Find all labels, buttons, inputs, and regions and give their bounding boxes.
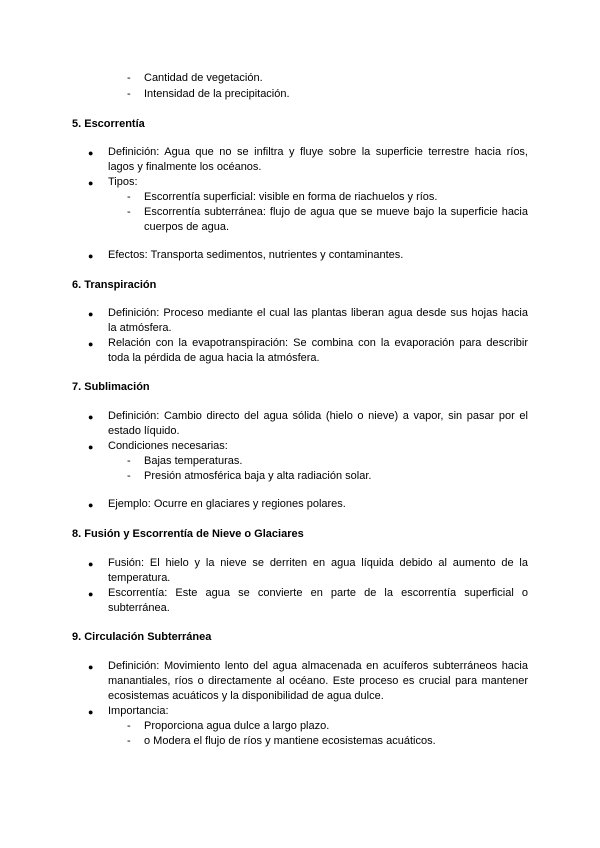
list-item: subterránea. [108,602,170,614]
list-item: Cantidad de vegetación. [144,72,263,84]
bullet-marker: ● [88,662,94,672]
bullet-marker: ● [88,589,94,599]
list-item: Proporciona agua dulce a largo plazo. [144,720,330,732]
definition-text: Definición: Proceso mediante el cual las plantas liberan agua desde sus hojas hacia [108,307,528,319]
list-item: Presión atmosférica baja y alta radiación solar. [144,470,372,482]
bullet-marker: ● [88,500,94,510]
list-item: temperatura. [108,572,171,584]
dash-marker: - [127,455,131,467]
list-label: Tipos: [108,176,138,188]
list-item: Escorrentía: Este agua se convierte en parte de la escorrentía superficial o [108,587,528,599]
list-item: Escorrentía subterránea: flujo de agua que se mueve bajo la superficie hacia [144,206,528,218]
bullet-marker: ● [88,148,94,158]
definition-text: estado líquido. [108,425,180,437]
list-item: toda la pérdida de agua hacia la atmósfera. [108,352,320,364]
section-heading: 8. Fusión y Escorrentía de Nieve o Glaciares [72,528,304,540]
list-label: Importancia: [108,705,169,717]
bullet-marker: ● [88,442,94,452]
definition-text: la atmósfera. [108,322,172,334]
list-item: Intensidad de la precipitación. [144,88,290,100]
bullet-marker: ● [88,412,94,422]
dash-marker: - [127,720,131,732]
definition-text: Definición: Cambio directo del agua sólida (hielo o nieve) a vapor, sin pasar por el [108,410,528,422]
section-heading: 7. Sublimación [72,381,150,393]
definition-text: ecosistemas acuáticos y la disponibilidad de agua dulce. [108,690,384,702]
bullet-marker: ● [88,707,94,717]
bullet-marker: ● [88,339,94,349]
list-item: Relación con la evapotranspiración: Se combina con la evaporación para describir [108,337,528,349]
dash-marker: - [127,735,131,747]
bullet-marker: ● [88,309,94,319]
definition-text: Definición: Agua que no se infiltra y fluye sobre la superficie terrestre hacia ríos, [108,146,528,158]
dash-marker: - [127,88,131,100]
section-heading: 6. Transpiración [72,279,157,291]
list-item: Efectos: Transporta sedimentos, nutrientes y contaminantes. [108,249,404,261]
bullet-marker: ● [88,178,94,188]
dash-marker: - [127,72,131,84]
list-item: cuerpos de agua. [144,221,230,233]
definition-text: lagos y finalmente los océanos. [108,161,262,173]
list-label: Condiciones necesarias: [108,440,228,452]
list-item: Ejemplo: Ocurre en glaciares y regiones polares. [108,498,346,510]
list-item: Fusión: El hielo y la nieve se derriten en agua líquida debido al aumento de la [108,557,528,569]
list-item: Bajas temperaturas. [144,455,243,467]
definition-text: Definición: Movimiento lento del agua almacenada en acuíferos subterráneos hacia [108,660,528,672]
list-item: Escorrentía superficial: visible en forma de riachuelos y ríos. [144,191,438,203]
section-heading: 5. Escorrentía [72,118,145,130]
dash-marker: - [127,191,131,203]
dash-marker: - [127,470,131,482]
bullet-marker: ● [88,559,94,569]
bullet-marker: ● [88,251,94,261]
dash-marker: - [127,206,131,218]
definition-text: manantiales, ríos o directamente al océano. Este proceso es crucial para mantener [108,675,528,687]
list-item: o Modera el flujo de ríos y mantiene ecosistemas acuáticos. [144,735,436,747]
section-heading: 9. Circulación Subterránea [72,631,212,643]
